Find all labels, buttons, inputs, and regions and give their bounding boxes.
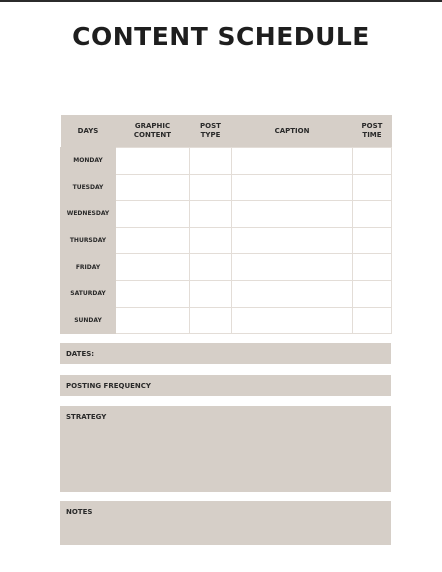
table-row (61, 254, 392, 281)
table-row (61, 148, 392, 175)
strategy-label: STRATEGY (66, 413, 107, 421)
table-row (61, 280, 392, 307)
table-cell[interactable] (353, 174, 392, 201)
table-cell[interactable] (353, 307, 392, 334)
table-cell[interactable] (232, 174, 353, 201)
table-cell[interactable] (353, 227, 392, 254)
table-cell[interactable] (353, 148, 392, 175)
header-caption: CAPTION (232, 115, 353, 148)
table-cell[interactable] (353, 280, 392, 307)
table-cell[interactable] (232, 227, 353, 254)
dates-field[interactable] (60, 343, 391, 364)
table-cell[interactable] (190, 254, 232, 281)
day-label: TUESDAY (61, 174, 116, 201)
table-cell[interactable] (190, 174, 232, 201)
schedule-table (60, 115, 392, 334)
table-cell[interactable] (116, 201, 190, 228)
header-post-type: POST TYPE (190, 115, 232, 148)
table-cell[interactable] (116, 307, 190, 334)
table-cell[interactable] (232, 280, 353, 307)
header-days: DAYS (61, 115, 116, 148)
table-cell[interactable] (190, 227, 232, 254)
day-label: SUNDAY (61, 307, 116, 334)
day-label: SATURDAY (61, 280, 116, 307)
table-cell[interactable] (116, 174, 190, 201)
table-cell[interactable] (232, 254, 353, 281)
table-cell[interactable] (190, 201, 232, 228)
page-title: CONTENT SCHEDULE (72, 22, 370, 51)
table-row (61, 307, 392, 334)
table-cell[interactable] (232, 148, 353, 175)
table-row (61, 227, 392, 254)
table-cell[interactable] (190, 280, 232, 307)
day-label: MONDAY (61, 148, 116, 175)
notes-label: NOTES (66, 508, 93, 516)
table-cell[interactable] (116, 227, 190, 254)
posting-frequency-field[interactable] (60, 375, 391, 396)
top-border (0, 0, 442, 2)
table-cell[interactable] (116, 280, 190, 307)
table-cell[interactable] (190, 307, 232, 334)
table-header-row (61, 115, 392, 148)
day-label: THURSDAY (61, 227, 116, 254)
table-row (61, 174, 392, 201)
strategy-field[interactable] (60, 406, 391, 492)
table-cell[interactable] (232, 201, 353, 228)
table-cell[interactable] (116, 148, 190, 175)
day-label: WEDNESDAY (61, 201, 116, 228)
table-cell[interactable] (353, 201, 392, 228)
notes-field[interactable] (60, 501, 391, 545)
posting-frequency-label: POSTING FREQUENCY (66, 381, 151, 390)
table-row (61, 201, 392, 228)
day-label: FRIDAY (61, 254, 116, 281)
table-cell[interactable] (353, 254, 392, 281)
header-graphic-content: GRAPHIC CONTENT (116, 115, 190, 148)
table-cell[interactable] (190, 148, 232, 175)
header-post-time: POST TIME (353, 115, 392, 148)
table-cell[interactable] (232, 307, 353, 334)
table-cell[interactable] (116, 254, 190, 281)
dates-label: DATES: (66, 349, 95, 358)
